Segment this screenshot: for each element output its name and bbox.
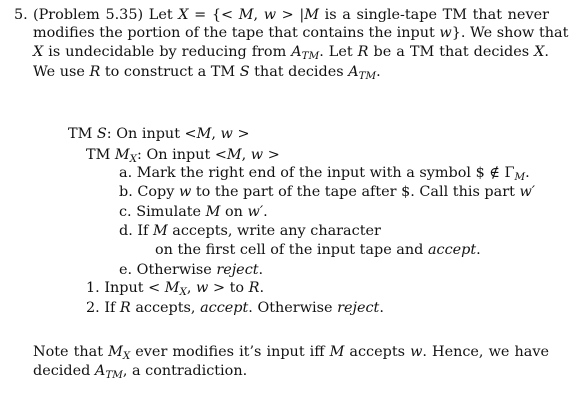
note-line-1: Note that $M_X$ ever modifies it’s input iff M accepts w. Hence, we have <box>33 344 549 362</box>
problem-line-1: (Problem 5.35) Let X = {< M, w > |M is a single-tape TM that never <box>33 7 549 23</box>
step-b: b. Copy w to the part of the tape after $. Call this part w′ <box>119 184 536 200</box>
problem-line-2: modifies the portion of the tape that contains the input w}. We show that <box>33 25 569 41</box>
step-d-continued: on the first cell of the input tape and accept. <box>155 242 481 258</box>
step-e: e. Otherwise reject. <box>119 262 264 278</box>
tm-s-header: TM S: On input <M, w > <box>68 126 250 142</box>
step-c: c. Simulate M on w′. <box>119 204 268 220</box>
problem-number: 5. <box>14 7 28 23</box>
step-a: a. Mark the right end of the input with a symbol $ ∉ $\Gamma_M$. <box>119 165 530 183</box>
step-d: d. If M accepts, write any character <box>119 223 381 239</box>
tm-mx-header: TM $M_X$: On input <M, w > <box>86 147 280 165</box>
note-line-2: decided $A_{TM}$, a contradiction. <box>33 363 248 381</box>
problem-line-3: X is undecidable by reducing from $A_{TM}$. Let R be a TM that decides X. <box>33 44 549 62</box>
problem-line-4: We use R to construct a TM S that decides $A_{TM}$. <box>33 64 381 82</box>
step-1: 1. Input < $M_X$, w > to R. <box>86 280 265 298</box>
step-2: 2. If R accepts, accept. Otherwise reject. <box>86 300 384 316</box>
